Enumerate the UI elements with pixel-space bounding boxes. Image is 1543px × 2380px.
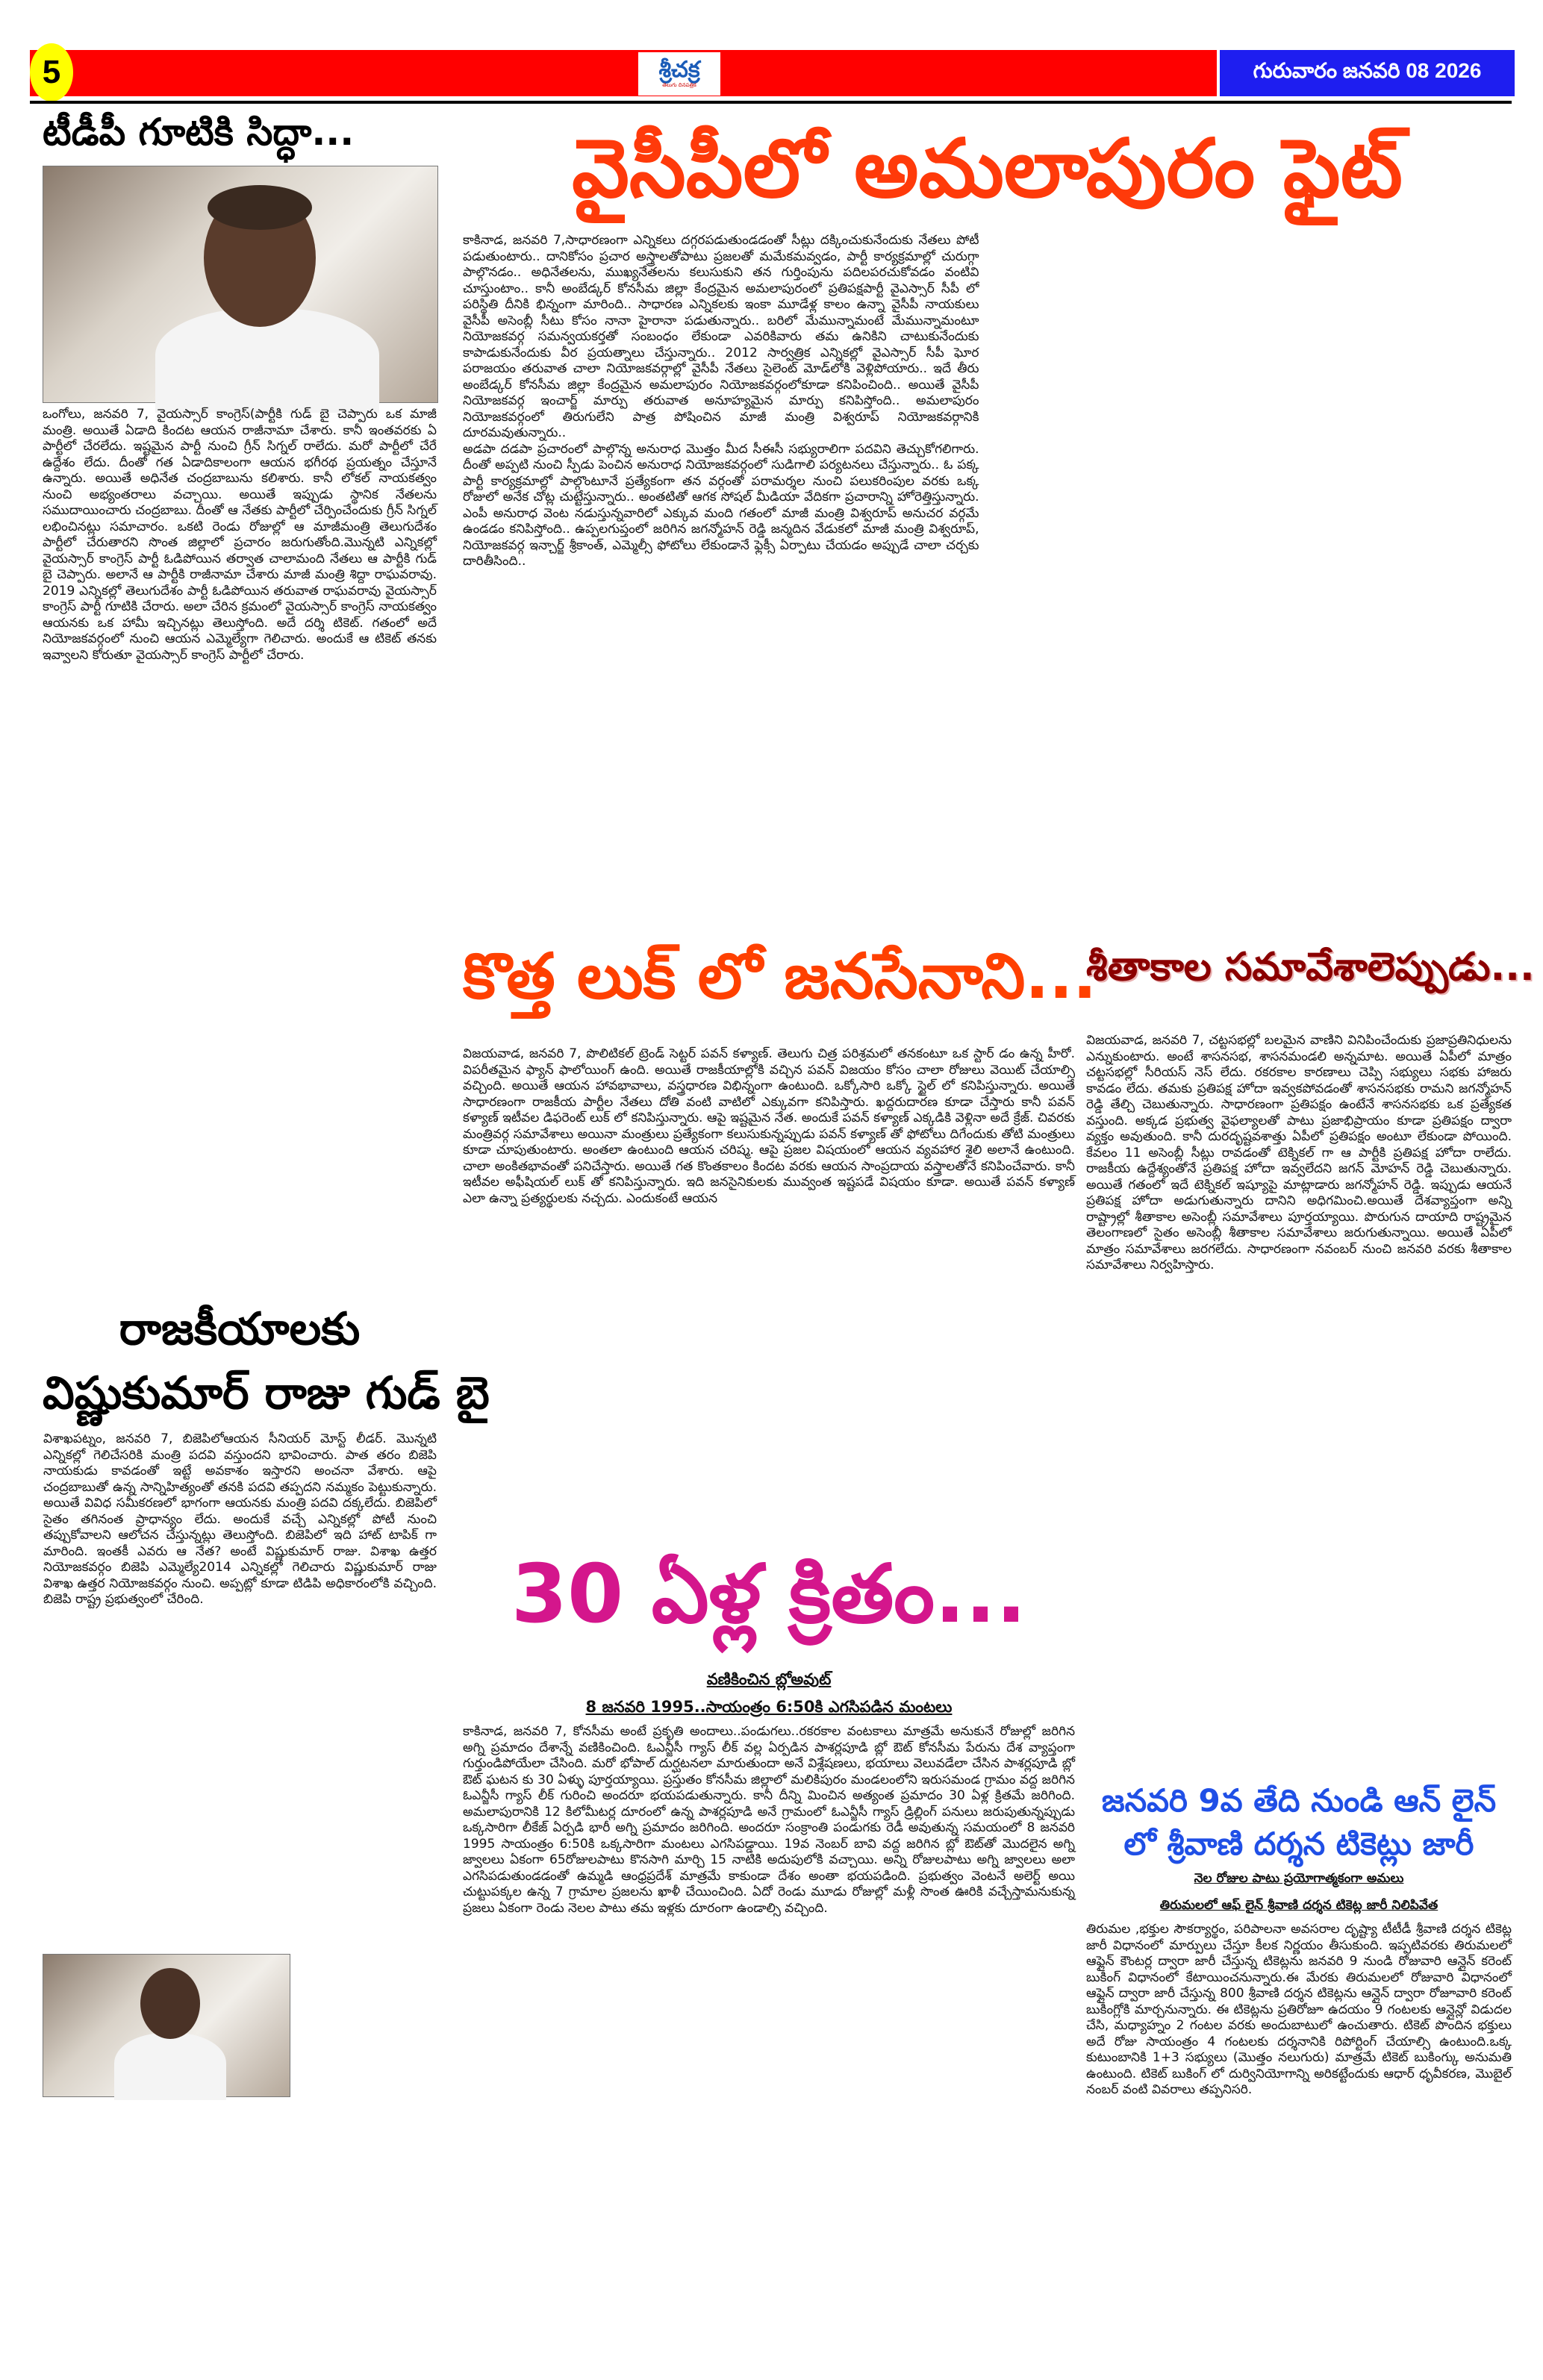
vishnu-article-body xyxy=(43,1431,437,2376)
winter-session-article-body xyxy=(1086,1033,1512,1768)
srivani-subhead-2: తిరుమలలో ఆఫ్ లైన్ శ్రీవాణి దర్శన టికెట్ల జారీ నిలిపివేత xyxy=(1159,1898,1438,1913)
amalapuram-headline: వైసీపీలో అమలాపురం ఫైట్ xyxy=(572,122,1403,216)
blowout-subhead-2: 8 జనవరి 1995..సాయంత్రం 6:50కి ఎగసిపడిన మంటలు xyxy=(585,1698,953,1716)
blowout-subhead-1: వణికించిన బ్లోఅవుట్ xyxy=(706,1670,832,1688)
masthead-divider xyxy=(30,101,1512,104)
logo-tagline: తెలుగు దినపత్రిక xyxy=(662,82,696,88)
tdp-article-body xyxy=(43,407,437,1287)
newspaper-logo xyxy=(638,52,720,96)
winter-session-headline: శీతాకాల సమావేశాలెప్పుడు... xyxy=(1086,945,1535,990)
blowout-headline: 30 ఏళ్ల క్రితం... xyxy=(511,1548,1027,1641)
article-paragraph: అడపా దడపా ప్రచారంలో పాల్గొన్న అనురాధ మొత్తం మీద సీఈసీ సభ్యురాలిగా పదవిని తెచ్చుకోగలిగారు. దీంతో అప్పటి నుంచి స్పీడు పెంచిన అనురాధ నియోజకవర్గంలో సుడిగాలి పర్యటనలు చేస్తున్నారు.. ఓ పక్క పార్టీ కార్యక్రమాల్లో పాల్గొంటూనే ప్రత్యేకంగా తన వర్గంతో పరామర్శల నుంచి పలుకరింపుల వరకు ఒక్క రోజులో అనేక చోట్ల చుట్టేస్తున్నారు.. అంతటితో ఆగక సోషల్ మీడియా వేదికగా ప్రచారాన్ని హోరెత్తిస్తున్నారు. ఎంపీ అనురాధ వెంట నడుస్తున్నవారిలో ఎక్కువ మంది గతంలో మాజీ మంత్రి విశ్వరూప్ అనుచర వర్గమే ఉండడం కనిపిస్తోంది.. ఉప్పలగుప్తంలో జరిగిన జగన్మోహన్ రెడ్డి జన్మదిన వేడుకలో మాజీ మంత్రి విశ్వరూప్, నియోజకవర్గ ఇన్చార్జ్ శ్రీకాంత్, ఎమ్మెల్సీ ఫోటోలు లేకుండానే ఫ్లెక్సీ ఏర్పాటు చేయడం అప్పుడే చాలా చర్చకు దారితీసింది.. xyxy=(463,441,979,569)
srivani-headline-line2: లో శ్రీవాణి దర్శన టికెట్లు జారీ xyxy=(1123,1825,1474,1862)
article-paragraph: కాకినాడ, జనవరి 7,సాధారణంగా ఎన్నికలు దగ్గరపడుతుండడంతో సీట్లు దక్కించుకునేందుకు నేతలు పోటీ పడుతుంటారు.. దానికోసం ప్రచార అస్త్రాలతోపాటు ప్రజలతో మమేకమవ్వడం, పార్టీ కార్యక్రమాల్లో చురుగ్గా పాల్గొనడం.. అధినేతలను, ముఖ్యనేతలను కలుసుకుని తన గుర్తింపును పదిలపరచుకోవడం వంటివి చూస్తుంటాం.. కానీ అంబేడ్కర్ కోనసీమ జిల్లా కేంద్రమైన అమలాపురంలో ప్రతిపక్షపార్టీ వైఎస్సార్ సీపీ లో పరిస్థితి దీనికి భిన్నంగా మారింది.. సాధారణ ఎన్నికలకు ఇంకా మూడేళ్ల కాలం ఉన్నా వైసీపీ నాయకులు వైసీపీ అసెంబ్లీ సీటు కోసం నానా హైరానా పడుతున్నారు.. బరిలో మేమున్నామంటే మేమున్నామంటూ నియోజకవర్గ సమన్వయకర్తతో సంబంధం లేకుండా ఎవరికివారు తమ ఉనికిని చాటుకునేందుకు కాపాడుకునేందుకు వీర ప్రయత్నాలు చేస్తున్నారు.. 2012 సార్వత్రిక ఎన్నికల్లో వైఎస్సార్ సీపీ ఘోర పరాజయం తరువాత చాలా నియోజకవర్గాల్లో వైసీపీ నేతలు సైలెంట్ మోడ్‌లోకి వెళ్లిపోయారు.. ఇదే తీరు అంబేడ్కర్ కోనసీమ జిల్లా కేంద్రమైన అమలాపురం నియోజకవర్గంలోకూడా కనిపించింది.. అయితే వైసీపీ నియోజకవర్గ ఇంచార్జ్ మార్పు తరువాత అనూహ్యమైన మార్పు కనిపిస్తోంది.. అమలాపురం నియోజకవర్గంలో తిరుగులేని పాత్ర పోషించిన మాజీ మంత్రి విశ్వరూప్ నియోజకవర్గానికి దూరమవుతున్నారు.. xyxy=(463,233,979,440)
vishnu-headline-line2: విష్ణుకుమార్ రాజు గుడ్ బై xyxy=(43,1367,490,1419)
vishnu-photo xyxy=(43,1954,290,2097)
janasena-article-body xyxy=(463,1046,1075,1531)
srivani-subhead-1: నెల రోజుల పాటు ప్రయోగాత్మకంగా అమలు xyxy=(1194,1871,1404,1886)
vishnu-headline xyxy=(43,1297,490,1425)
page-number-badge: 5 xyxy=(30,43,73,101)
blowout-article-body xyxy=(463,1724,1075,2377)
article-paragraph: ఒంగోలు, జనవరి 7, వైయస్సార్ కాంగ్రెస్(పార్టీకి గుడ్ బై చెప్పారు ఒక మాజీ మంత్రి. అయితే ఏడాది కిందట ఆయన రాజీనామా చేశారు. కానీ ఇంతవరకు ఏ పార్టీలో చేరలేదు. ఇష్టమైన పార్టీ నుంచి గ్రీన్ సిగ్నల్ రాలేదు. మరో పార్టీలో చేరే ఉద్దేశం లేదు. దీంతో గత ఏడాదికాలంగా ఆయన భగీరథ ప్రయత్నం చేస్తూనే ఉన్నారు. అయితే అధినేత చంద్రబాబును కలిశారు. కానీ లోకల్ నాయకత్వం నుంచి అభ్యంతరాలు వచ్చాయి. అయితే ఇప్పుడు స్థానిక నేతలను సముదాయించారు చంద్రబాబు. దీంతో ఆ నేతకు పార్టీలో చేర్పించేందుకు గ్రీన్ సిగ్నల్ లభించినట్లు సమాచారం. ఒకటి రెండు రోజుల్లో ఆ మాజీమంత్రి తెలుగుదేశం పార్టీలో చేరుతారని సొంత జిల్లాలో ప్రచారం జరుగుతోంది.మొన్నటి ఎన్నికల్లో వైయస్సార్ కాంగ్రెస్ పార్టీ ఓడిపోయిన తర్వాత చాలామంది నేతలు ఆ పార్టీకి గుడ్ బై చెప్పారు. అలానే ఆ పార్టీకి రాజీనామా చేశారు మాజీ మంత్రి శిద్దా రాఘవరావు. 2019 ఎన్నికల్లో తెలుగుదేశం పార్టీ ఓడిపోయిన తరువాత రాఘవరావు వైయస్సార్ కాంగ్రెస్ పార్టీ గూటికి చేరారు. అలా చేరిన క్రమంలో వైయస్సార్ కాంగ్రెస్ నాయకత్వం ఆయనకు ఒక హామీ ఇచ్చినట్లు తెలుస్తోంది. అదే దర్శి టికెట్. గతంలో అదే నియోజకవర్గంలో నుంచి ఆయన ఎమ్మెల్యేగా గెలిచారు. అందుకే ఆ టికెట్ తనకు ఇవ్వాలని కోరుతూ వైయస్సార్ కాంగ్రెస్ పార్టీలో చేరారు. xyxy=(43,407,437,663)
vishnu-headline-line1: రాజకీయాలకు xyxy=(119,1303,361,1355)
janasena-headline: కొత్త లుక్ లో జనసేనాని... xyxy=(463,940,1097,1013)
article-paragraph: విశాఖపట్నం, జనవరి 7, బిజెపిలోఆయన సీనియర్ మోస్ట్ లీడర్. మొన్నటి ఎన్నికల్లో గెలిచేసరికి మంత్రి పదవి వస్తుందని భావించారు. పాత తరం బిజెపి నాయకుడు కావడంతో ఇట్టే అవకాశం ఇస్తారని అంచనా వేశారు. ఆపై చంద్రబాబుతో ఉన్న సాన్నిహిత్యంతో తనకి పదవి తప్పదని నమ్మకం పెట్టుకున్నారు. అయితే వివిధ సమీకరణలో భాగంగా ఆయనకు మంత్రి పదవి దక్కలేదు. బిజెపిలో సైతం తగినంత ప్రాధాన్యం లేదు. అందుకే వచ్చే ఎన్నికల్లో పోటీ నుంచి తప్పుకోవాలని ఆలోచన చేస్తున్నట్లు తెలుస్తోంది. బిజెపిలో ఇది హాట్ టాపిక్ గా మారింది. ఇంతకీ ఎవరు ఆ నేత? అంటే విష్ణుకుమార్ రాజు. విశాఖ ఉత్తర నియోజకవర్గం బిజెపి ఎమ్మెల్యే2014 ఎన్నికల్లో గెలిచారు విష్ణుకుమార్ రాజు విశాఖ ఉత్తర నియోజకవర్గం నుంచి. అప్పట్లో కూడా టిడిపి అధికారంలోకి వచ్చింది. బిజెపి రాష్ట్ర ప్రభుత్వంలో చేరింది. xyxy=(43,1431,437,1607)
srivani-headline-line1: జనవరి 9వ తేది నుండి ఆన్ లైన్ xyxy=(1101,1782,1497,1819)
article-paragraph: కాకినాడ, జనవరి 7, కోనసీమ అంటే ప్రకృతి అందాలు..పండుగలు..రకరకాల వంటకాలు మాత్రమే అనుకునే రోజుల్లో జరిగిన అగ్ని ప్రమాదం దేశాన్నే వణికించింది. ఓఎన్జీసీ గ్యాస్ లీక్ వల్ల ఏర్పడిన పాశర్లపూడి బ్లో ఔట్ కోనసీమ పేరును దేశ వ్యాప్తంగా గుర్తుండిపోయేలా చేసింది. మరో భోపాల్ దుర్ఘటనలా మారుతుందా అనే విశ్లేషణలు, భయాలు వెలువడేలా చేసిన పాశర్లపూడి బ్లో ఔట్ ఘటన కు 30 ఏళ్ళు పూర్తయ్యాయి. ప్రస్తుతం కోనసీమ జిల్లాలో మలికిపురం మండలంలోని ఇరుసమండ గ్రామం వద్ద జరిగిన ఓఎన్జీసీ గ్యాస్ లీక్ గురించి అందరూ భయపడుతున్నారు. కానీ దీన్ని మించిన అత్యంత ప్రమాదం 30 ఏళ్ల క్రితమే జరిగింది. అమలాపురానికి 12 కిలోమీటర్ల దూరంలో ఉన్న పాశర్లపూడి అనే గ్రామంలో ఓఎన్జీసీ గ్యాస్ డ్రిల్లింగ్ పనులు జరుపుతున్నప్పుడు ఒక్కసారిగా లీకేజ్ ఏర్పడి భారీ అగ్ని ప్రమాదం జరిగింది. అందరూ సంక్రాంతి పండుగకు రెడీ అవుతున్న సమయంలో 8 జనవరి 1995 సాయంత్రం 6:50కి ఒక్కసారిగా మంటలు ఎగసిపడ్డాయి. 19వ నెంబర్ బావి వద్ద జరిగిన బ్లో ఔట్‌తో మొదలైన అగ్ని జ్వాలలు ఏకంగా 65రోజులపాటు కొనసాగి మార్చి 15 నాటికి అదుపులోకి వచ్చాయి. అన్ని రోజులపాటు అగ్ని జ్వాలలు అలా ఎగసిపడుతుండడంతో ఉమ్మడి ఆంధ్రప్రదేశ్ మాత్రమే కాకుండా దేశం అంతా భయపడింది. ప్రభుత్వం వెంటనే అలెర్ట్ అయి చుట్టుపక్కల ఉన్న 7 గ్రామాల ప్రజలను ఖాళీ చేయించింది. ఏదో రెండు మూడు రోజుల్లో మళ్లీ సొంత ఊరికి వచ్చేస్తామనుకున్న ప్రజలు ఏకంగా రెండు నెలల పాటు తమ ఇళ్లకు దూరంగా ఉండాల్సి వచ్చింది. xyxy=(463,1724,1075,1916)
srivani-headline xyxy=(1086,1779,1512,1866)
srivani-article-body xyxy=(1086,1922,1512,2377)
article-paragraph: తిరుమల ,భక్తుల సౌకర్యార్థం, పరిపాలనా అవసరాల దృష్ట్యా టీటీడీ శ్రీవాణి దర్శన టికెట్ల జారీ విధానంలో మార్పులు చేస్తూ కీలక నిర్ణయం తీసుకుంది. ఇప్పటివరకు తిరుమలలో ఆఫ్లైన్ కౌంటర్ల ద్వారా జారీ చేస్తున్న టికెట్లను జనవరి 9 నుండి రోజువారి ఆన్లైన్ కరెంట్ బుకింగ్ విధానంలో కేటాయించనున్నారు.ఈ మేరకు తిరుమలలో రోజువారి విధానంలో ఆఫ్లైన్ ద్వారా జారీ చేస్తున్న 800 శ్రీవాణి దర్శన టికెట్లను ఆన్లైన్ ద్వారా రోజూవారి కరెంట్ బుకింగ్లోకి మార్చనున్నారు. ఈ టికెట్లను ప్రతిరోజూ ఉదయం 9 గంటలకు ఆన్లైన్లో విడుదల చేసి, మధ్యాహ్నం 2 గంటల వరకు అందుబాటులో ఉంచుతారు. టికెట్ పొందిన భక్తులు అదే రోజు సాయంత్రం 4 గంటలకు దర్శనానికి రిపోర్టింగ్ చేయాల్సి ఉంటుంది.ఒక్క కుటుంబానికి 1+3 సభ్యులు (మొత్తం నలుగురు) మాత్రమే టికెట్ బుకింగ్కు అనుమతి ఉంటుంది. టికెట్ బుకింగ్ లో దుర్వినియోగాన్ని అరికట్టేందుకు ఆధార్ ధృవీకరణ, మొబైల్ నంబర్ వంటి వివరాలు తప్పనిసరి. xyxy=(1086,1922,1512,2097)
issue-date: గురువారం జనవరి 08 2026 xyxy=(1217,50,1515,96)
amalapuram-article-body xyxy=(463,233,1512,931)
tdp-headline: టీడీపీ గూటికి సిద్ధా... xyxy=(43,110,355,154)
logo-text: శ్రీచక్ర xyxy=(658,57,700,83)
article-paragraph: విజయవాడ, జనవరి 7, చట్టసభల్లో బలమైన వాణిని వినిపించేందుకు ప్రజాప్రతినిధులను ఎన్నుకుంటారు. అంటే శాసనసభ, శాసనమండలి అన్నమాట. అయితే ఏపీలో మాత్రం చట్టసభల్లో సీరియస్ నెస్ లేదు. రకరకాల కారణాలు చెప్పి సభ్యులు సభకు హాజరు కావడం లేదు. తమకు ప్రతిపక్ష హోదా ఇవ్వకపోవడంతో శాసనసభకు రామని జగన్మోహన్ రెడ్డి తేల్చి చెబుతున్నారు. సాధారణంగా ప్రతిపక్షం ఉంటేనే శాసనసభకు ఒక ప్రత్యేకత వస్తుంది. అక్కడ ప్రభుత్వ వైఫల్యాలతో పాటు ప్రజాభిప్రాయం కూడా ప్రతిపక్షం ద్వారా వ్యక్తం అవుతుంది. కానీ దురదృష్టవశాత్తు ఏపీలో ప్రతిపక్షం అంటూ లేకుండా పోయింది. కేవలం 11 అసెంబ్లీ సీట్లు రావడంతో టెక్నికల్ గా ఆ పార్టీకి ప్రతిపక్ష హోదా రాలేదు. రాజకీయ ఉద్దేశ్యంతోనే ప్రతిపక్ష హోదా ఇవ్వలేదని జగన్ మోహన్ రెడ్డి చెబుతున్నారు. అయితే గతంలో ఇదే టెక్నికల్ ఇష్యూపై మాట్లాడారు జగన్మోహన్ రెడ్డి. ఇప్పుడు ఆయనే ప్రతిపక్ష హోదా అడుగుతున్నారు దానిని అధిగమించి.అయితే దేశవ్యాప్తంగా అన్ని రాష్ట్రాల్లో శీతాకాల అసెంబ్లీ సమావేశాలు పూర్తయ్యాయి. పొరుగున దాయాది రాష్ట్రమైన తెలంగాణలో సైతం అసెంబ్లీ శీతాకాల సమావేశాలు జరుగుతున్నాయి. అయితే ఏపీలో మాత్రం సమావేశాలు జరగలేదు. సాధారణంగా నవంబర్ నుంచి జనవరి వరకు శీతాకాల సమావేశాలు నిర్వహిస్తారు. xyxy=(1086,1033,1512,1272)
politician-photo xyxy=(43,166,438,403)
vishnu-article-text xyxy=(43,1431,437,1608)
article-paragraph: విజయవాడ, జనవరి 7, పొలిటికల్ ట్రెండ్ సెట్టర్ పవన్ కళ్యాణ్. తెలుగు చిత్ర పరిశ్రమలో తనకంటూ ఒక స్టార్ డం ఉన్న హీరో. విపరీతమైన ఫ్యాన్ ఫాలోయింగ్ ఉంది. అయితే రాజకీయాల్లోకి వచ్చిన పవన్ విజయం కోసం చాలా రోజులు వెయిట్ చేయాల్సి వచ్చింది. అయితే ఆయన హావభావాలు, వస్త్రధారణ విభిన్నంగా ఉంటుంది. ఒక్కోసారి ఒక్కో స్టైల్ లో కనిపిస్తున్నారు. అయితే సాధారణంగా రాజకీయ పార్టీల నేతలు దోతి వంటి వాటిలో ఎక్కువగా కనిపిస్తారు. ఖద్దరుదారణ కూడా చేస్తారు కానీ పవన్ కళ్యాణ్ ఇటీవల డిఫరెంట్ లుక్ లో కనిపిస్తున్నారు. ఆపై ఇష్టమైన నేత. అందుకే పవన్ కళ్యాణ్ ఎక్కడికి వెళ్లినా అదే క్రేజ్. చివరకు మంత్రివర్గ సమావేశాలు అయినా మంత్రులు ప్రత్యేకంగా కలుసుకున్నప్పుడు పవన్ కళ్యాణ్ తో ఫోటోలు దిగేందుకు తోటి మంత్రులు కూడా చూపుతుంటారు. అంతలా ఉంటుంది ఆయన చరిష్మ. ఆపై ప్రజల విషయంలో ఆయన వ్యవహార శైలి అలానే ఉంటుంది. చాలా అంకితభావంతో పనిచేస్తారు. అయితే గత కొంతకాలం కిందట వరకు ఆయన సాంప్రదాయ వస్త్రాలతోనే కనిపించేవారు. కానీ ఇటీవల అఫీషియల్ లుక్ తో కనిపిస్తున్నారు. ఇది జనసైనికులకు మువ్వంత ఇష్టపడే విషయం కూడా. అయితే పవన్ కళ్యాణ్ ఎలా ఉన్నా ప్రత్యర్థులకు నచ్చదు. ఎందుకంటే ఆయన xyxy=(463,1046,1075,1206)
